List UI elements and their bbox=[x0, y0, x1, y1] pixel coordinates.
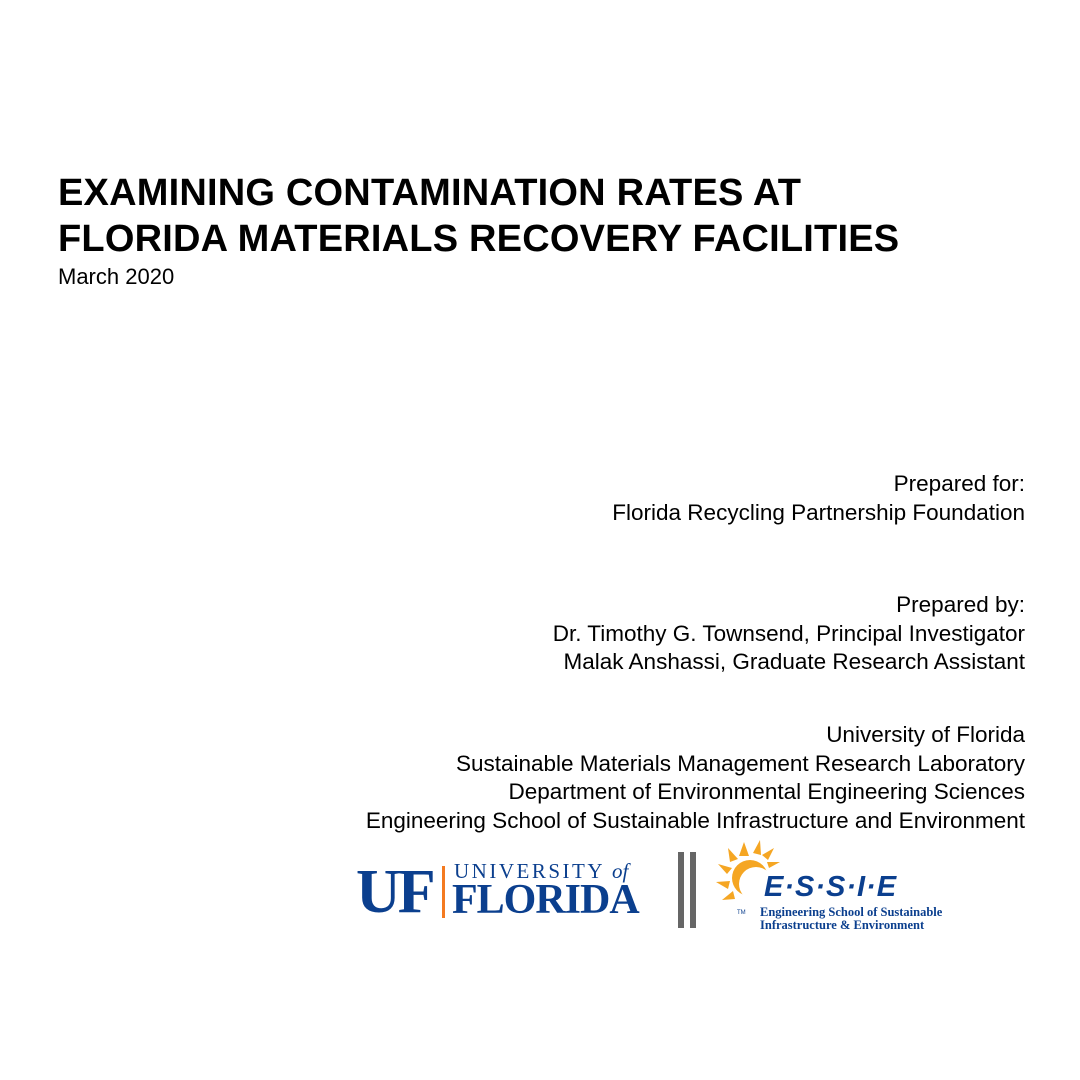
essie-logo-tm: TM bbox=[737, 910, 746, 916]
uf-logo-florida: FLORIDA bbox=[452, 877, 639, 923]
institution-line: University of Florida bbox=[826, 722, 1025, 747]
essie-logo-subtitle bbox=[760, 906, 942, 932]
prepared-for-block bbox=[612, 470, 1025, 527]
essie-logo-subtitle-line: Engineering School of Sustainable bbox=[760, 905, 943, 919]
uf-logo-mark: UF bbox=[356, 858, 433, 926]
prepared-for-organization: Florida Recycling Partnership Foundation bbox=[612, 499, 1025, 525]
prepared-for-heading: Prepared for: bbox=[893, 471, 1025, 496]
uf-logo-divider bbox=[442, 866, 445, 918]
prepared-by-heading: Prepared by: bbox=[896, 592, 1025, 617]
institution-line: Engineering School of Sustainable Infrastructure and Environment bbox=[365, 807, 1025, 833]
logo-strip bbox=[356, 838, 996, 938]
uf-logo-university-word: UNIVERSITY bbox=[454, 859, 605, 883]
logo-separator bbox=[678, 852, 698, 928]
author-line: Dr. Timothy G. Townsend, Principal Investigator bbox=[552, 620, 1025, 646]
report-date: March 2020 bbox=[58, 264, 175, 289]
author-line: Malak Anshassi, Graduate Research Assistant bbox=[563, 649, 1025, 674]
institution-block bbox=[366, 721, 1025, 835]
report-title-line: EXAMINING CONTAMINATION RATES AT bbox=[58, 172, 802, 214]
prepared-by-block bbox=[553, 591, 1025, 677]
institution-line: Department of Environmental Engineering Sciences bbox=[508, 779, 1025, 804]
institution-line: Sustainable Materials Management Research Laboratory bbox=[455, 750, 1025, 776]
uf-logo-of: of bbox=[611, 859, 629, 883]
essie-logo-subtitle-line: Infrastructure & Environment bbox=[760, 918, 925, 932]
essie-logo-acronym: E·S·S·I·E bbox=[764, 871, 898, 903]
report-title-line: FLORIDA MATERIALS RECOVERY FACILITIES bbox=[58, 218, 900, 260]
report-title bbox=[58, 170, 1038, 262]
